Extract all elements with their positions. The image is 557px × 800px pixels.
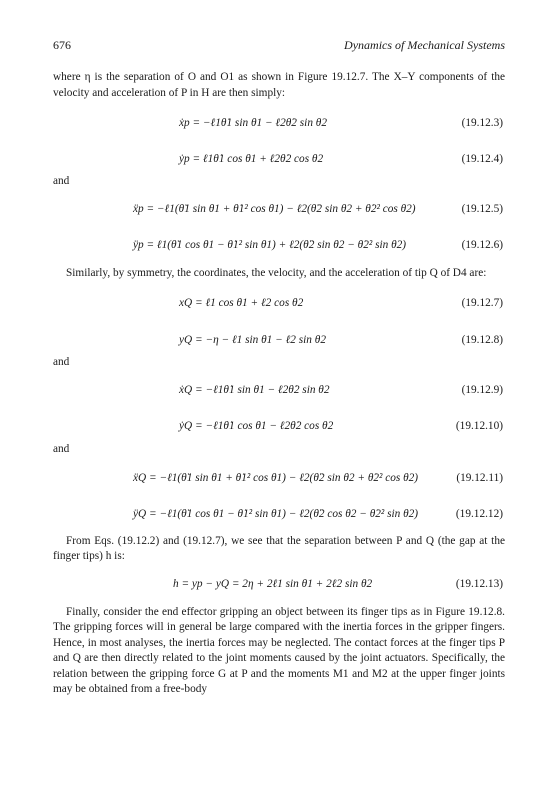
connective-and: and	[53, 175, 70, 187]
equation-number: (19.12.6)	[461, 239, 503, 251]
page-header	[53, 38, 505, 52]
connective-and: and	[53, 442, 70, 455]
equation-number: (19.12.4)	[461, 153, 503, 165]
paragraph-2: Similarly, by symmetry, the coordinates, the velocity, and the acceleration of tip Q of D4 are:	[66, 267, 487, 279]
equation-expression: xQ = ℓ1 cos θ1 + ℓ2 cos θ2	[179, 296, 304, 309]
equation-expression: ẏp = ℓ1θ̇1 cos θ1 + ℓ2θ̇2 cos θ2	[179, 153, 324, 165]
page-number: 676	[53, 38, 71, 52]
equation-19-12-7	[53, 292, 505, 314]
running-title: Dynamics of Mechanical Systems	[344, 38, 505, 52]
paragraph-1: where η is the separation of O and O1 as shown in Figure 19.12.7. The X–Y components of the velocity and acceleration of P in H are then simply:	[53, 71, 505, 99]
equation-19-12-4	[53, 148, 505, 170]
equation-19-12-10	[53, 415, 505, 437]
equation-number: (19.12.11)	[456, 471, 503, 484]
paragraph-3: From Eqs. (19.12.2) and (19.12.7), we see that the separation between P and Q (the gap at the finger tips) h is:	[53, 534, 505, 562]
equation-19-12-8	[53, 329, 505, 351]
equation-number: (19.12.8)	[461, 333, 503, 346]
page-content	[53, 38, 505, 698]
equation-19-12-5	[53, 198, 505, 220]
equation-expression: ẍQ = −ℓ1(θ̈1 sin θ1 + θ̇1² cos θ1) − ℓ2(θ̈2 sin θ2 + θ̇2² cos θ2)	[133, 471, 419, 484]
equation-19-12-13	[53, 573, 505, 595]
equation-19-12-9	[53, 379, 505, 401]
equation-19-12-6	[53, 234, 505, 256]
equation-number: (19.12.12)	[455, 507, 503, 520]
equation-expression: ẍp = −ℓ1(θ̈1 sin θ1 + θ̇1² cos θ1) − ℓ2(θ̈2 sin θ2 + θ̇2² cos θ2)	[133, 203, 416, 215]
equation-19-12-12	[53, 503, 505, 525]
equation-number: (19.12.7)	[461, 296, 503, 309]
equation-expression: yQ = −η − ℓ1 sin θ1 − ℓ2 sin θ2	[179, 333, 326, 346]
equation-number: (19.12.10)	[455, 419, 503, 432]
equation-expression: h = yp − yQ = 2η + 2ℓ1 sin θ1 + 2ℓ2 sin θ2	[173, 577, 373, 590]
equation-expression: ẋQ = −ℓ1θ̇1 sin θ1 − ℓ2θ̇2 sin θ2	[179, 383, 330, 396]
equation-number: (19.12.5)	[461, 203, 503, 215]
equation-19-12-11	[53, 467, 505, 489]
equation-expression: ẏQ = −ℓ1θ̇1 cos θ1 − ℓ2θ̇2 cos θ2	[179, 419, 334, 432]
paragraph-4: Finally, consider the end effector gripping an object between its finger tips as in Figure 19.12.8. The gripping forces will in general be large compared with the inertia forces in the gripper fingers. Hence, in most analyses, the inertia forces may be neglected. The contact forces at the finger tips P and Q are then directly related to the joint moments caused by the joint actuators. Specifically, the relation between the gripping force G at P and the moments M1 and M2 at the upper finger joints may be obtained from a free-body	[53, 605, 505, 695]
equation-number: (19.12.13)	[455, 577, 503, 590]
equation-number: (19.12.3)	[461, 117, 503, 129]
equation-number: (19.12.9)	[461, 383, 503, 396]
equation-19-12-3	[53, 112, 505, 134]
equation-expression: ÿQ = −ℓ1(θ̈1 cos θ1 − θ̇1² sin θ1) − ℓ2(θ̈2 cos θ2 − θ̇2² sin θ2)	[133, 507, 419, 520]
equation-expression: ẋp = −ℓ1θ̇1 sin θ1 − ℓ2θ̇2 sin θ2	[179, 117, 327, 129]
equation-expression: ÿp = ℓ1(θ̈1 cos θ1 − θ̇1² sin θ1) + ℓ2(θ̈2 sin θ2 − θ̇2² sin θ2)	[133, 239, 407, 251]
connective-and: and	[53, 355, 70, 368]
